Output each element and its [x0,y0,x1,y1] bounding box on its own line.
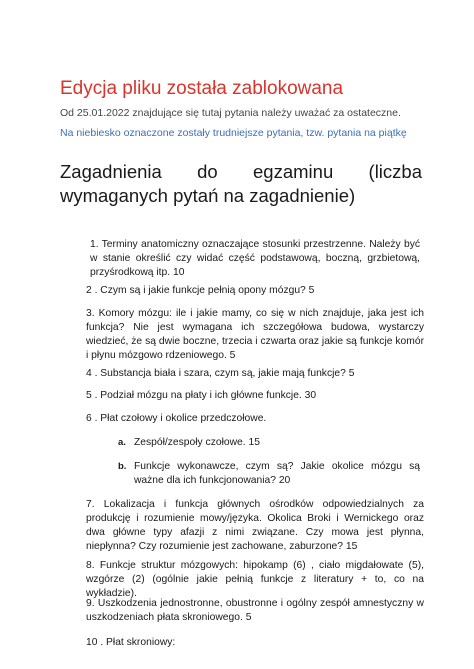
subitem-text: Funkcje wykonawcze, czym są? Jakie okolice mózgu są ważne dla ich funkcjonowania? 20 [134,461,420,486]
question-item: 10 . Płat skroniowy: [86,637,176,648]
notice-title: Edycja pliku została zablokowana [60,78,344,99]
question-item: 1. Terminy anatomiczny oznaczające stosunki przestrzenne. Należy być w stanie określić czy widać część podstawową, boczną, grzbietową, przyśrodkową itp. 10 [90,239,420,278]
question-item: 9. Uszkodzenia jednostronne, obustronne i ogólny zespół amnestyczny w uszkodzeniach płata skroniowego. 5 [86,598,424,623]
question-item: 2 . Czym są i jakie funkcje pełnią opony mózgu? 5 [86,285,315,296]
question-item: 6 . Płat czołowy i okolice przedczołowe. [86,413,267,424]
notice-text: Od 25.01.2022 znajdujące się tutaj pytania należy uważać za ostateczne. [60,107,401,119]
question-item: 8. Funkcje struktur mózgowych: hipokamp (6) , ciało migdałowate (5), wzgórze (2) (ogólnie jakie pełnią funkcje z literatury + to, co na wykładzie). [86,560,424,599]
subitem-letter: b. [118,461,127,472]
notice-highlight: Na niebiesko oznaczone zostały trudniejsze pytania, tzw. pytania na piątkę [60,127,407,139]
subitem-text: Zespół/zespoły czołowe. 15 [134,437,260,448]
question-item: 4 . Substancja biała i szara, czym są, jakie mają funkcje? 5 [86,368,355,379]
question-item: 5 . Podział mózgu na płaty i ich główne funkcje. 30 [86,390,317,401]
question-item: 3. Komory mózgu: ile i jakie mamy, co się w nich znajduje, jaka jest ich funkcja? Nie jest wymagana ich szczegółowa budowa, wystarczy wiedzieć, że są dwie boczne, trzecia i czwarta oraz jakie są funkcje komór i płynu mózgowo rdzeniowego. 5 [86,308,424,361]
subitem-letter: a. [118,437,126,448]
document-heading: Zagadnienia do egzaminu (liczba wymaganych pytań na zagadnienie) [60,161,422,206]
question-item: 7. Lokalizacja i funkcja głównych ośrodków odpowiedzialnych za produkcję i rozumienie mowy/języka. Okolica Broki i Wernickego oraz dwa główne typy afazji z nimi związane. Czy mowa jest płynna, niepłynna? Czy rozumienie jest zachowane, zaburzone? 15 [86,499,424,552]
